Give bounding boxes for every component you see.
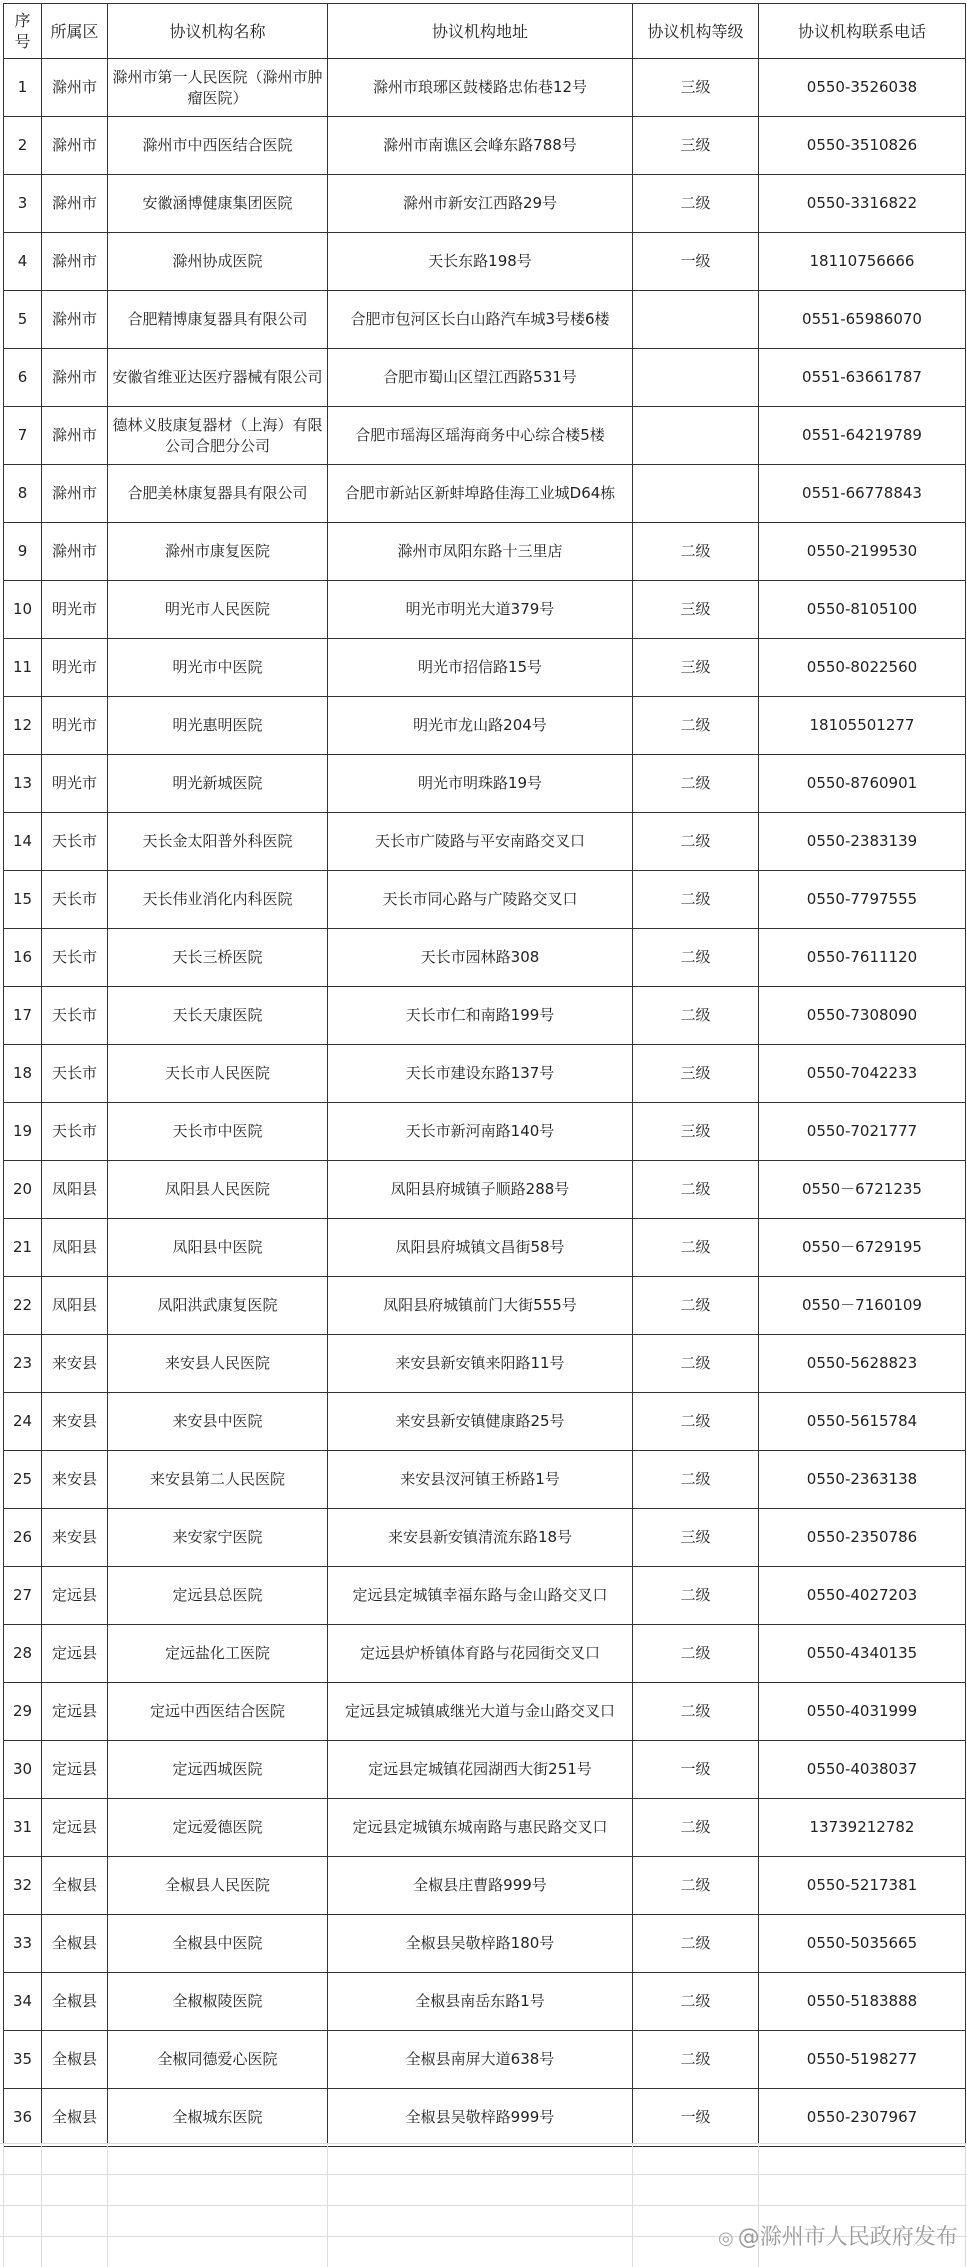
cell-district: 全椒县 [42, 1857, 108, 1915]
cell-level: 一级 [633, 233, 759, 291]
grid-line [0, 2143, 967, 2144]
cell-level: 二级 [633, 1393, 759, 1451]
cell-index: 20 [4, 1161, 42, 1219]
cell-index: 16 [4, 929, 42, 987]
cell-district: 滁州市 [42, 117, 108, 175]
cell-name: 定远盐化工医院 [108, 1625, 328, 1683]
cell-address: 天长市新河南路140号 [328, 1103, 633, 1161]
cell-phone: 0550-5615784 [759, 1393, 966, 1451]
cell-name: 滁州市中西医结合医院 [108, 117, 328, 175]
cell-address: 来安县汊河镇王桥路1号 [328, 1451, 633, 1509]
cell-phone: 0551-66778843 [759, 465, 966, 523]
cell-level: 二级 [633, 813, 759, 871]
header-row [4, 4, 966, 59]
cell-level: 二级 [633, 1973, 759, 2031]
table-row [4, 581, 966, 639]
cell-district: 定远县 [42, 1625, 108, 1683]
cell-name: 明光惠明医院 [108, 697, 328, 755]
cell-district: 滁州市 [42, 233, 108, 291]
cell-phone: 0550-8105100 [759, 581, 966, 639]
cell-index: 4 [4, 233, 42, 291]
cell-district: 定远县 [42, 1799, 108, 1857]
cell-name: 来安县第二人民医院 [108, 1451, 328, 1509]
cell-name: 天长市中医院 [108, 1103, 328, 1161]
grid-line [107, 2143, 108, 2267]
cell-phone: 0550-8022560 [759, 639, 966, 697]
cell-phone: 0550-4027203 [759, 1567, 966, 1625]
table-row [4, 871, 966, 929]
cell-index: 28 [4, 1625, 42, 1683]
cell-level [633, 465, 759, 523]
cell-phone: 0550-5198277 [759, 2031, 966, 2089]
cell-name: 全椒县人民医院 [108, 1857, 328, 1915]
cell-level: 二级 [633, 1799, 759, 1857]
cell-level: 二级 [633, 1451, 759, 1509]
cell-address: 来安县新安镇健康路25号 [328, 1393, 633, 1451]
cell-district: 定远县 [42, 1683, 108, 1741]
cell-address: 定远县定城镇戚继光大道与金山路交叉口 [328, 1683, 633, 1741]
cell-name: 凤阳洪武康复医院 [108, 1277, 328, 1335]
table-row [4, 349, 966, 407]
cell-level [633, 349, 759, 407]
grid-line [327, 2143, 328, 2267]
cell-index: 12 [4, 697, 42, 755]
cell-name: 安徽涵博健康集团医院 [108, 175, 328, 233]
cell-district: 明光市 [42, 755, 108, 813]
cell-index: 35 [4, 2031, 42, 2089]
cell-index: 11 [4, 639, 42, 697]
cell-phone: 0550－7160109 [759, 1277, 966, 1335]
cell-address: 滁州市凤阳东路十三里店 [328, 523, 633, 581]
table-row [4, 2089, 966, 2147]
cell-address: 天长东路198号 [328, 233, 633, 291]
cell-name: 定远爱德医院 [108, 1799, 328, 1857]
cell-address: 全椒县吴敬梓路999号 [328, 2089, 633, 2147]
cell-district: 天长市 [42, 929, 108, 987]
cell-index: 3 [4, 175, 42, 233]
cell-phone: 0550-5628823 [759, 1335, 966, 1393]
cell-name: 滁州市第一人民医院（滁州市肿瘤医院） [108, 59, 328, 117]
cell-district: 全椒县 [42, 2089, 108, 2147]
cell-district: 定远县 [42, 1741, 108, 1799]
cell-district: 滁州市 [42, 291, 108, 349]
cell-address: 全椒县庄曹路999号 [328, 1857, 633, 1915]
cell-phone: 18110756666 [759, 233, 966, 291]
cell-name: 定远西城医院 [108, 1741, 328, 1799]
watermark [718, 2220, 958, 2251]
cell-name: 全椒同德爱心医院 [108, 2031, 328, 2089]
cell-index: 22 [4, 1277, 42, 1335]
cell-index: 27 [4, 1567, 42, 1625]
table-row [4, 523, 966, 581]
hospital-table [3, 3, 966, 2147]
table-row [4, 1045, 966, 1103]
header-index: 序号 [4, 4, 42, 59]
cell-name: 天长伟业消化内科医院 [108, 871, 328, 929]
cell-level [633, 407, 759, 465]
cell-phone: 0550-7797555 [759, 871, 966, 929]
cell-level: 二级 [633, 1219, 759, 1277]
cell-index: 25 [4, 1451, 42, 1509]
cell-district: 全椒县 [42, 2031, 108, 2089]
cell-name: 滁州市康复医院 [108, 523, 328, 581]
cell-district: 全椒县 [42, 1973, 108, 2031]
cell-index: 32 [4, 1857, 42, 1915]
cell-phone: 0550－6721235 [759, 1161, 966, 1219]
cell-district: 滁州市 [42, 523, 108, 581]
cell-district: 凤阳县 [42, 1277, 108, 1335]
table-row [4, 1857, 966, 1915]
cell-district: 天长市 [42, 987, 108, 1045]
cell-index: 14 [4, 813, 42, 871]
header-name: 协议机构名称 [108, 4, 328, 59]
cell-address: 滁州市南谯区会峰东路788号 [328, 117, 633, 175]
cell-address: 合肥市蜀山区望江西路531号 [328, 349, 633, 407]
cell-address: 滁州市新安江西路29号 [328, 175, 633, 233]
cell-name: 来安县人民医院 [108, 1335, 328, 1393]
cell-index: 7 [4, 407, 42, 465]
cell-address: 天长市广陵路与平安南路交叉口 [328, 813, 633, 871]
table-row [4, 1741, 966, 1799]
cell-phone: 0550-2363138 [759, 1451, 966, 1509]
table-row [4, 639, 966, 697]
cell-district: 来安县 [42, 1335, 108, 1393]
cell-index: 29 [4, 1683, 42, 1741]
table-row [4, 1973, 966, 2031]
table-row [4, 1393, 966, 1451]
grid-line [0, 2174, 967, 2175]
table-row [4, 1799, 966, 1857]
table-row [4, 1219, 966, 1277]
cell-district: 滁州市 [42, 465, 108, 523]
weibo-icon: ◎ [718, 2228, 734, 2249]
cell-index: 31 [4, 1799, 42, 1857]
cell-level: 二级 [633, 2031, 759, 2089]
cell-level: 三级 [633, 639, 759, 697]
cell-name: 天长三桥医院 [108, 929, 328, 987]
table-row [4, 987, 966, 1045]
cell-phone: 0550-7042233 [759, 1045, 966, 1103]
table-row [4, 1915, 966, 1973]
table-row [4, 407, 966, 465]
table-row [4, 233, 966, 291]
cell-index: 21 [4, 1219, 42, 1277]
table-row [4, 929, 966, 987]
table-row [4, 1509, 966, 1567]
table-row [4, 1103, 966, 1161]
table-row [4, 2031, 966, 2089]
cell-address: 来安县新安镇清流东路18号 [328, 1509, 633, 1567]
cell-level: 二级 [633, 871, 759, 929]
cell-name: 定远县总医院 [108, 1567, 328, 1625]
cell-name: 德林义肢康复器材（上海）有限公司合肥分公司 [108, 407, 328, 465]
cell-address: 滁州市琅琊区鼓楼路忠佑巷12号 [328, 59, 633, 117]
cell-address: 明光市明珠路19号 [328, 755, 633, 813]
cell-index: 8 [4, 465, 42, 523]
cell-index: 33 [4, 1915, 42, 1973]
cell-address: 全椒县吴敬梓路180号 [328, 1915, 633, 1973]
cell-district: 明光市 [42, 639, 108, 697]
cell-name: 全椒椒陵医院 [108, 1973, 328, 2031]
cell-address: 凤阳县府城镇子顺路288号 [328, 1161, 633, 1219]
cell-level: 二级 [633, 1161, 759, 1219]
watermark-text: @滁州市人民政府发布 [737, 2225, 958, 2250]
cell-address: 定远县炉桥镇体育路与花园街交叉口 [328, 1625, 633, 1683]
cell-name: 全椒县中医院 [108, 1915, 328, 1973]
table-row [4, 465, 966, 523]
cell-phone: 0550-7611120 [759, 929, 966, 987]
cell-district: 来安县 [42, 1451, 108, 1509]
cell-phone: 0550-4031999 [759, 1683, 966, 1741]
cell-phone: 0551-65986070 [759, 291, 966, 349]
header-district: 所属区 [42, 4, 108, 59]
cell-phone: 0551-63661787 [759, 349, 966, 407]
cell-level: 二级 [633, 755, 759, 813]
cell-level: 二级 [633, 1335, 759, 1393]
grid-line [0, 2205, 967, 2206]
cell-district: 滁州市 [42, 349, 108, 407]
cell-district: 滁州市 [42, 407, 108, 465]
cell-address: 天长市同心路与广陵路交叉口 [328, 871, 633, 929]
cell-district: 全椒县 [42, 1915, 108, 1973]
cell-address: 全椒县南屏大道638号 [328, 2031, 633, 2089]
cell-district: 来安县 [42, 1509, 108, 1567]
cell-phone: 0550-3510826 [759, 117, 966, 175]
cell-level: 二级 [633, 1625, 759, 1683]
cell-level: 二级 [633, 523, 759, 581]
cell-phone: 0550-4340135 [759, 1625, 966, 1683]
cell-name: 合肥美林康复器具有限公司 [108, 465, 328, 523]
cell-phone: 0550-2350786 [759, 1509, 966, 1567]
cell-index: 15 [4, 871, 42, 929]
cell-address: 天长市建设东路137号 [328, 1045, 633, 1103]
cell-address: 全椒县南岳东路1号 [328, 1973, 633, 2031]
cell-phone: 0550-5217381 [759, 1857, 966, 1915]
cell-district: 滁州市 [42, 175, 108, 233]
cell-name: 合肥精博康复器具有限公司 [108, 291, 328, 349]
cell-index: 6 [4, 349, 42, 407]
cell-phone: 0550-3316822 [759, 175, 966, 233]
grid-line [632, 2143, 633, 2267]
cell-address: 定远县定城镇花园湖西大街251号 [328, 1741, 633, 1799]
cell-district: 天长市 [42, 871, 108, 929]
cell-phone: 0550-7021777 [759, 1103, 966, 1161]
cell-index: 10 [4, 581, 42, 639]
cell-phone: 0550-2307967 [759, 2089, 966, 2147]
cell-level: 二级 [633, 929, 759, 987]
cell-name: 全椒城东医院 [108, 2089, 328, 2147]
cell-phone: 13739212782 [759, 1799, 966, 1857]
cell-name: 明光新城医院 [108, 755, 328, 813]
cell-level: 三级 [633, 1103, 759, 1161]
cell-level: 三级 [633, 117, 759, 175]
cell-index: 23 [4, 1335, 42, 1393]
cell-level: 二级 [633, 1567, 759, 1625]
cell-name: 凤阳县人民医院 [108, 1161, 328, 1219]
cell-address: 定远县定城镇幸福东路与金山路交叉口 [328, 1567, 633, 1625]
cell-address: 凤阳县府城镇文昌街58号 [328, 1219, 633, 1277]
cell-level [633, 291, 759, 349]
cell-address: 天长市仁和南路199号 [328, 987, 633, 1045]
table-row [4, 117, 966, 175]
header-address: 协议机构地址 [328, 4, 633, 59]
cell-phone: 0550-5183888 [759, 1973, 966, 2031]
cell-level: 二级 [633, 1277, 759, 1335]
cell-level: 二级 [633, 1915, 759, 1973]
cell-name: 明光市人民医院 [108, 581, 328, 639]
table-row [4, 813, 966, 871]
cell-index: 1 [4, 59, 42, 117]
table-row [4, 1335, 966, 1393]
cell-phone: 18105501277 [759, 697, 966, 755]
cell-district: 定远县 [42, 1567, 108, 1625]
cell-phone: 0550-3526038 [759, 59, 966, 117]
cell-name: 来安县中医院 [108, 1393, 328, 1451]
cell-address: 合肥市新站区新蚌埠路佳海工业城D64栋 [328, 465, 633, 523]
cell-index: 5 [4, 291, 42, 349]
cell-district: 明光市 [42, 697, 108, 755]
cell-phone: 0551-64219789 [759, 407, 966, 465]
cell-address: 合肥市包河区长白山路汽车城3号楼6楼 [328, 291, 633, 349]
cell-index: 2 [4, 117, 42, 175]
cell-address: 天长市园林路308 [328, 929, 633, 987]
cell-index: 13 [4, 755, 42, 813]
cell-name: 天长市人民医院 [108, 1045, 328, 1103]
cell-name: 天长金太阳普外科医院 [108, 813, 328, 871]
cell-index: 36 [4, 2089, 42, 2147]
cell-name: 凤阳县中医院 [108, 1219, 328, 1277]
cell-level: 二级 [633, 697, 759, 755]
cell-level: 三级 [633, 1509, 759, 1567]
cell-phone: 0550-2383139 [759, 813, 966, 871]
table-row [4, 697, 966, 755]
cell-address: 凤阳县府城镇前门大街555号 [328, 1277, 633, 1335]
table-row [4, 755, 966, 813]
header-phone: 协议机构联系电话 [759, 4, 966, 59]
cell-district: 滁州市 [42, 59, 108, 117]
table-row [4, 1277, 966, 1335]
cell-name: 天长天康医院 [108, 987, 328, 1045]
cell-address: 明光市招信路15号 [328, 639, 633, 697]
cell-address: 明光市明光大道379号 [328, 581, 633, 639]
table-row [4, 291, 966, 349]
cell-level: 三级 [633, 1045, 759, 1103]
cell-district: 天长市 [42, 813, 108, 871]
header-level: 协议机构等级 [633, 4, 759, 59]
cell-district: 凤阳县 [42, 1219, 108, 1277]
cell-phone: 0550－6729195 [759, 1219, 966, 1277]
cell-level: 二级 [633, 175, 759, 233]
cell-district: 明光市 [42, 581, 108, 639]
cell-name: 滁州协成医院 [108, 233, 328, 291]
cell-level: 一级 [633, 1741, 759, 1799]
cell-phone: 0550-2199530 [759, 523, 966, 581]
cell-address: 来安县新安镇来阳路11号 [328, 1335, 633, 1393]
table-row [4, 1451, 966, 1509]
grid-line [965, 2143, 966, 2267]
cell-address: 明光市龙山路204号 [328, 697, 633, 755]
cell-level: 二级 [633, 987, 759, 1045]
cell-index: 34 [4, 1973, 42, 2031]
cell-address: 定远县定城镇东城南路与惠民路交叉口 [328, 1799, 633, 1857]
grid-line [3, 2143, 4, 2267]
cell-phone: 0550-4038037 [759, 1741, 966, 1799]
cell-index: 17 [4, 987, 42, 1045]
grid-line [41, 2143, 42, 2267]
table-row [4, 1567, 966, 1625]
table-row [4, 59, 966, 117]
cell-address: 合肥市瑶海区瑶海商务中心综合楼5楼 [328, 407, 633, 465]
table-row [4, 1161, 966, 1219]
cell-index: 19 [4, 1103, 42, 1161]
cell-index: 26 [4, 1509, 42, 1567]
cell-level: 二级 [633, 1683, 759, 1741]
cell-index: 30 [4, 1741, 42, 1799]
cell-level: 三级 [633, 59, 759, 117]
table-row [4, 175, 966, 233]
cell-district: 天长市 [42, 1045, 108, 1103]
table-row [4, 1683, 966, 1741]
cell-level: 一级 [633, 2089, 759, 2147]
cell-index: 18 [4, 1045, 42, 1103]
cell-district: 天长市 [42, 1103, 108, 1161]
cell-name: 安徽省维亚达医疗器械有限公司 [108, 349, 328, 407]
cell-phone: 0550-5035665 [759, 1915, 966, 1973]
cell-phone: 0550-8760901 [759, 755, 966, 813]
cell-level: 三级 [633, 581, 759, 639]
cell-name: 定远中西医结合医院 [108, 1683, 328, 1741]
cell-district: 来安县 [42, 1393, 108, 1451]
cell-phone: 0550-7308090 [759, 987, 966, 1045]
cell-index: 9 [4, 523, 42, 581]
cell-name: 来安家宁医院 [108, 1509, 328, 1567]
cell-name: 明光市中医院 [108, 639, 328, 697]
cell-district: 凤阳县 [42, 1161, 108, 1219]
table-row [4, 1625, 966, 1683]
cell-index: 24 [4, 1393, 42, 1451]
cell-level: 二级 [633, 1857, 759, 1915]
